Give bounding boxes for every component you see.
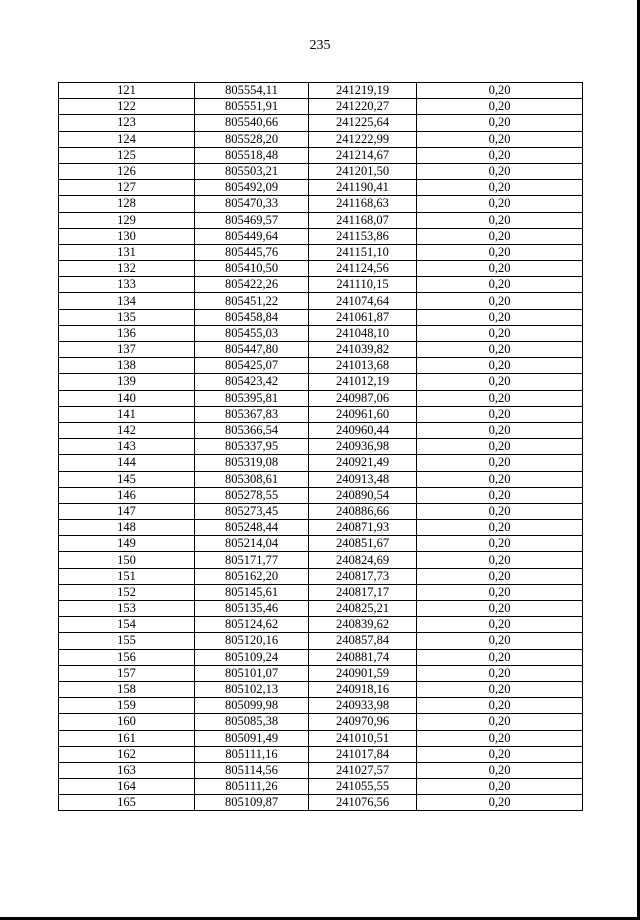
error-value-cell: 0,20 [417, 293, 583, 309]
error-value-cell: 0,20 [417, 309, 583, 325]
x-coordinate-cell: 805395,81 [195, 390, 309, 406]
point-number-cell: 137 [59, 342, 195, 358]
error-value-cell: 0,20 [417, 212, 583, 228]
point-number-cell: 126 [59, 163, 195, 179]
y-coordinate-cell: 241012,19 [309, 374, 417, 390]
x-coordinate-cell: 805102,13 [195, 681, 309, 697]
error-value-cell: 0,20 [417, 584, 583, 600]
point-number-cell: 146 [59, 487, 195, 503]
point-number-cell: 125 [59, 147, 195, 163]
error-value-cell: 0,20 [417, 455, 583, 471]
error-value-cell: 0,20 [417, 681, 583, 697]
y-coordinate-cell: 240987,06 [309, 390, 417, 406]
point-number-cell: 123 [59, 115, 195, 131]
table-row [59, 115, 583, 131]
point-number-cell: 143 [59, 439, 195, 455]
point-number-cell: 160 [59, 714, 195, 730]
x-coordinate-cell: 805451,22 [195, 293, 309, 309]
y-coordinate-cell: 240871,93 [309, 520, 417, 536]
y-coordinate-cell: 240918,16 [309, 681, 417, 697]
table-row [59, 487, 583, 503]
error-value-cell: 0,20 [417, 568, 583, 584]
y-coordinate-cell: 241039,82 [309, 342, 417, 358]
x-coordinate-cell: 805425,07 [195, 358, 309, 374]
x-coordinate-cell: 805248,44 [195, 520, 309, 536]
error-value-cell: 0,20 [417, 358, 583, 374]
y-coordinate-cell: 241190,41 [309, 180, 417, 196]
y-coordinate-cell: 241110,15 [309, 277, 417, 293]
error-value-cell: 0,20 [417, 617, 583, 633]
x-coordinate-cell: 805101,07 [195, 665, 309, 681]
point-number-cell: 161 [59, 730, 195, 746]
point-number-cell: 135 [59, 309, 195, 325]
table-row [59, 681, 583, 697]
y-coordinate-cell: 240960,44 [309, 422, 417, 438]
y-coordinate-cell: 240913,48 [309, 471, 417, 487]
table-row [59, 212, 583, 228]
y-coordinate-cell: 241017,84 [309, 746, 417, 762]
x-coordinate-cell: 805111,16 [195, 746, 309, 762]
table-row [59, 358, 583, 374]
table-row [59, 293, 583, 309]
error-value-cell: 0,20 [417, 115, 583, 131]
x-coordinate-cell: 805366,54 [195, 422, 309, 438]
y-coordinate-cell: 241061,87 [309, 309, 417, 325]
point-number-cell: 139 [59, 374, 195, 390]
point-number-cell: 165 [59, 795, 195, 811]
x-coordinate-cell: 805470,33 [195, 196, 309, 212]
y-coordinate-cell: 240970,96 [309, 714, 417, 730]
error-value-cell: 0,20 [417, 277, 583, 293]
table-row [59, 196, 583, 212]
table-row [59, 261, 583, 277]
y-coordinate-cell: 241010,51 [309, 730, 417, 746]
y-coordinate-cell: 241076,56 [309, 795, 417, 811]
y-coordinate-cell: 240839,62 [309, 617, 417, 633]
table-row [59, 471, 583, 487]
y-coordinate-cell: 241153,86 [309, 228, 417, 244]
x-coordinate-cell: 805171,77 [195, 552, 309, 568]
y-coordinate-cell: 240961,60 [309, 406, 417, 422]
table-row [59, 163, 583, 179]
error-value-cell: 0,20 [417, 390, 583, 406]
error-value-cell: 0,20 [417, 99, 583, 115]
y-coordinate-cell: 241214,67 [309, 147, 417, 163]
table-row [59, 325, 583, 341]
point-number-cell: 132 [59, 261, 195, 277]
x-coordinate-cell: 805422,26 [195, 277, 309, 293]
error-value-cell: 0,20 [417, 131, 583, 147]
y-coordinate-cell: 241219,19 [309, 83, 417, 99]
table-row [59, 277, 583, 293]
point-number-cell: 147 [59, 503, 195, 519]
point-number-cell: 149 [59, 536, 195, 552]
y-coordinate-cell: 241168,63 [309, 196, 417, 212]
x-coordinate-cell: 805518,48 [195, 147, 309, 163]
x-coordinate-cell: 805447,80 [195, 342, 309, 358]
point-number-cell: 141 [59, 406, 195, 422]
table-row [59, 633, 583, 649]
error-value-cell: 0,20 [417, 83, 583, 99]
x-coordinate-cell: 805273,45 [195, 503, 309, 519]
error-value-cell: 0,20 [417, 180, 583, 196]
error-value-cell: 0,20 [417, 261, 583, 277]
x-coordinate-cell: 805458,84 [195, 309, 309, 325]
error-value-cell: 0,20 [417, 471, 583, 487]
error-value-cell: 0,20 [417, 487, 583, 503]
x-coordinate-cell: 805410,50 [195, 261, 309, 277]
x-coordinate-cell: 805109,24 [195, 649, 309, 665]
table-row [59, 536, 583, 552]
x-coordinate-cell: 805135,46 [195, 601, 309, 617]
error-value-cell: 0,20 [417, 228, 583, 244]
error-value-cell: 0,20 [417, 601, 583, 617]
x-coordinate-cell: 805337,95 [195, 439, 309, 455]
x-coordinate-cell: 805145,61 [195, 584, 309, 600]
point-number-cell: 140 [59, 390, 195, 406]
y-coordinate-cell: 241201,50 [309, 163, 417, 179]
y-coordinate-cell: 241225,64 [309, 115, 417, 131]
x-coordinate-cell: 805319,08 [195, 455, 309, 471]
table-row [59, 730, 583, 746]
page-number: 235 [309, 38, 331, 53]
x-coordinate-cell: 805551,91 [195, 99, 309, 115]
y-coordinate-cell: 240936,98 [309, 439, 417, 455]
error-value-cell: 0,20 [417, 649, 583, 665]
error-value-cell: 0,20 [417, 762, 583, 778]
x-coordinate-cell: 805308,61 [195, 471, 309, 487]
y-coordinate-cell: 240817,73 [309, 568, 417, 584]
y-coordinate-cell: 241048,10 [309, 325, 417, 341]
y-coordinate-cell: 240921,49 [309, 455, 417, 471]
table-row [59, 147, 583, 163]
x-coordinate-cell: 805367,83 [195, 406, 309, 422]
x-coordinate-cell: 805503,21 [195, 163, 309, 179]
point-number-cell: 128 [59, 196, 195, 212]
point-number-cell: 154 [59, 617, 195, 633]
point-number-cell: 148 [59, 520, 195, 536]
table-row [59, 649, 583, 665]
x-coordinate-cell: 805278,55 [195, 487, 309, 503]
y-coordinate-cell: 241151,10 [309, 244, 417, 260]
error-value-cell: 0,20 [417, 795, 583, 811]
error-value-cell: 0,20 [417, 422, 583, 438]
y-coordinate-cell: 240857,84 [309, 633, 417, 649]
table-row [59, 617, 583, 633]
table-row [59, 439, 583, 455]
error-value-cell: 0,20 [417, 196, 583, 212]
x-coordinate-cell: 805091,49 [195, 730, 309, 746]
x-coordinate-cell: 805114,56 [195, 762, 309, 778]
point-number-cell: 145 [59, 471, 195, 487]
y-coordinate-cell: 241168,07 [309, 212, 417, 228]
y-coordinate-cell: 240825,21 [309, 601, 417, 617]
table-row [59, 746, 583, 762]
point-number-cell: 131 [59, 244, 195, 260]
table-row [59, 406, 583, 422]
error-value-cell: 0,20 [417, 536, 583, 552]
x-coordinate-cell: 805214,04 [195, 536, 309, 552]
point-number-cell: 136 [59, 325, 195, 341]
x-coordinate-cell: 805449,64 [195, 228, 309, 244]
table-row [59, 131, 583, 147]
error-value-cell: 0,20 [417, 244, 583, 260]
x-coordinate-cell: 805111,26 [195, 779, 309, 795]
table-row [59, 520, 583, 536]
error-value-cell: 0,20 [417, 633, 583, 649]
error-value-cell: 0,20 [417, 746, 583, 762]
point-number-cell: 158 [59, 681, 195, 697]
table-row [59, 584, 583, 600]
table-row [59, 568, 583, 584]
y-coordinate-cell: 240901,59 [309, 665, 417, 681]
y-coordinate-cell: 241124,56 [309, 261, 417, 277]
table-row [59, 83, 583, 99]
x-coordinate-cell: 805162,20 [195, 568, 309, 584]
error-value-cell: 0,20 [417, 698, 583, 714]
x-coordinate-cell: 805423,42 [195, 374, 309, 390]
error-value-cell: 0,20 [417, 552, 583, 568]
y-coordinate-cell: 240886,66 [309, 503, 417, 519]
point-number-cell: 159 [59, 698, 195, 714]
point-number-cell: 157 [59, 665, 195, 681]
x-coordinate-cell: 805099,98 [195, 698, 309, 714]
y-coordinate-cell: 241013,68 [309, 358, 417, 374]
point-number-cell: 121 [59, 83, 195, 99]
point-number-cell: 151 [59, 568, 195, 584]
point-number-cell: 164 [59, 779, 195, 795]
y-coordinate-cell: 240817,17 [309, 584, 417, 600]
table-row [59, 503, 583, 519]
error-value-cell: 0,20 [417, 325, 583, 341]
table-row [59, 99, 583, 115]
error-value-cell: 0,20 [417, 503, 583, 519]
table-row [59, 390, 583, 406]
table-row [59, 762, 583, 778]
y-coordinate-cell: 241220,27 [309, 99, 417, 115]
error-value-cell: 0,20 [417, 374, 583, 390]
table-row [59, 455, 583, 471]
point-number-cell: 130 [59, 228, 195, 244]
table-row [59, 342, 583, 358]
x-coordinate-cell: 805492,09 [195, 180, 309, 196]
point-number-cell: 142 [59, 422, 195, 438]
point-number-cell: 129 [59, 212, 195, 228]
table-row [59, 180, 583, 196]
y-coordinate-cell: 240881,74 [309, 649, 417, 665]
point-number-cell: 127 [59, 180, 195, 196]
table-row [59, 244, 583, 260]
point-number-cell: 144 [59, 455, 195, 471]
x-coordinate-cell: 805109,87 [195, 795, 309, 811]
table-row [59, 309, 583, 325]
point-number-cell: 122 [59, 99, 195, 115]
error-value-cell: 0,20 [417, 714, 583, 730]
point-number-cell: 156 [59, 649, 195, 665]
y-coordinate-cell: 241074,64 [309, 293, 417, 309]
point-number-cell: 162 [59, 746, 195, 762]
point-number-cell: 138 [59, 358, 195, 374]
x-coordinate-cell: 805455,03 [195, 325, 309, 341]
table-row [59, 422, 583, 438]
y-coordinate-cell: 241222,99 [309, 131, 417, 147]
y-coordinate-cell: 240824,69 [309, 552, 417, 568]
x-coordinate-cell: 805554,11 [195, 83, 309, 99]
y-coordinate-cell: 241055,55 [309, 779, 417, 795]
point-number-cell: 134 [59, 293, 195, 309]
x-coordinate-cell: 805124,62 [195, 617, 309, 633]
coordinates-table [58, 82, 583, 811]
point-number-cell: 124 [59, 131, 195, 147]
error-value-cell: 0,20 [417, 163, 583, 179]
error-value-cell: 0,20 [417, 439, 583, 455]
x-coordinate-cell: 805528,20 [195, 131, 309, 147]
table-row [59, 552, 583, 568]
y-coordinate-cell: 240890,54 [309, 487, 417, 503]
point-number-cell: 152 [59, 584, 195, 600]
table-row [59, 601, 583, 617]
error-value-cell: 0,20 [417, 730, 583, 746]
error-value-cell: 0,20 [417, 665, 583, 681]
table-row [59, 228, 583, 244]
error-value-cell: 0,20 [417, 520, 583, 536]
x-coordinate-cell: 805445,76 [195, 244, 309, 260]
error-value-cell: 0,20 [417, 147, 583, 163]
error-value-cell: 0,20 [417, 342, 583, 358]
x-coordinate-cell: 805540,66 [195, 115, 309, 131]
table-row [59, 714, 583, 730]
x-coordinate-cell: 805120,16 [195, 633, 309, 649]
point-number-cell: 150 [59, 552, 195, 568]
y-coordinate-cell: 241027,57 [309, 762, 417, 778]
y-coordinate-cell: 240933,98 [309, 698, 417, 714]
error-value-cell: 0,20 [417, 406, 583, 422]
table-row [59, 374, 583, 390]
table-row [59, 779, 583, 795]
error-value-cell: 0,20 [417, 779, 583, 795]
table-row [59, 665, 583, 681]
table-row [59, 698, 583, 714]
point-number-cell: 163 [59, 762, 195, 778]
x-coordinate-cell: 805085,38 [195, 714, 309, 730]
x-coordinate-cell: 805469,57 [195, 212, 309, 228]
point-number-cell: 153 [59, 601, 195, 617]
y-coordinate-cell: 240851,67 [309, 536, 417, 552]
table-row [59, 795, 583, 811]
point-number-cell: 133 [59, 277, 195, 293]
coordinates-table-body [59, 83, 583, 811]
point-number-cell: 155 [59, 633, 195, 649]
